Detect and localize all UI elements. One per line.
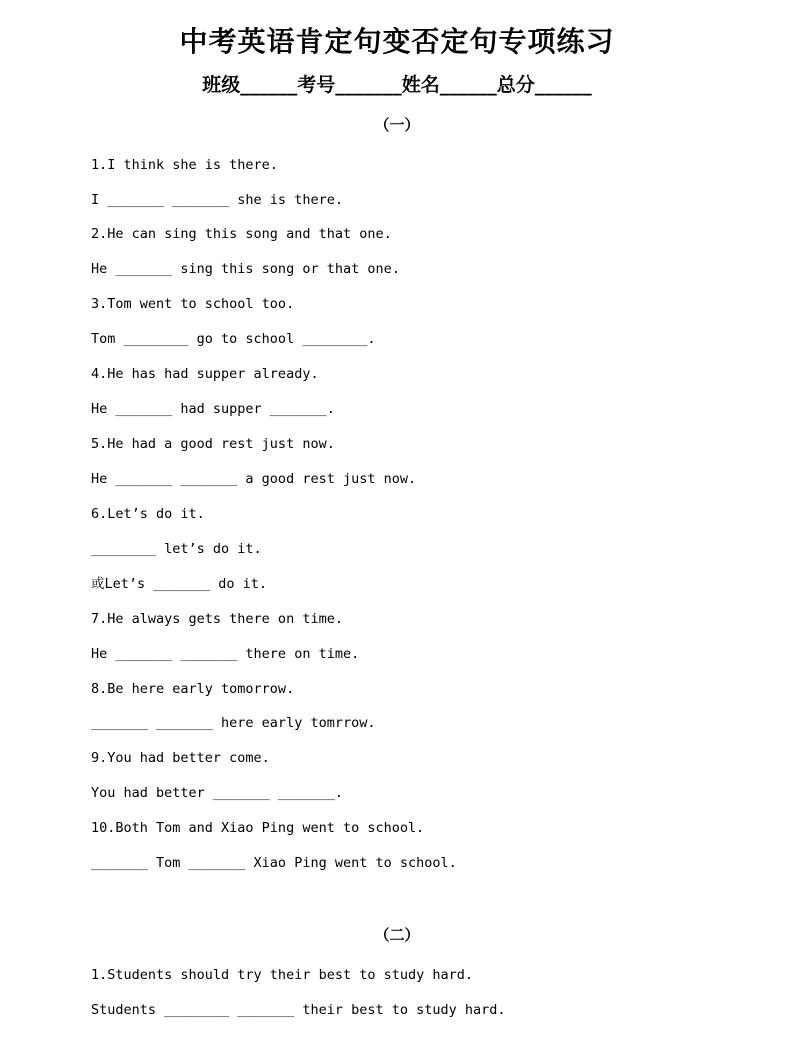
answer-line: I _______ _______ she is there. <box>91 192 343 208</box>
answer-line: He _______ sing this song or that one. <box>91 261 400 277</box>
question-line: 1.Students should try their best to study hard. <box>91 967 474 983</box>
answer-line: He _______ _______ a good rest just now. <box>91 471 417 487</box>
info-line: 班级______考号_______姓名______总分______ <box>202 74 592 96</box>
answer-line: Tom ________ go to school ________. <box>91 331 376 347</box>
answer-line: 或Let’s _______ do it. <box>91 576 268 592</box>
question-line: 6.Let’s do it. <box>91 506 205 522</box>
question-line: 8.Be here early tomorrow. <box>91 681 295 697</box>
question-line: 3.Tom went to school too. <box>91 296 295 312</box>
section-heading: （二） <box>374 926 420 944</box>
answer-line: He _______ _______ there on time. <box>91 646 360 662</box>
question-line: 5.He had a good rest just now. <box>91 436 335 452</box>
answer-line: You had better _______ _______. <box>91 785 343 801</box>
answer-line: _______ Tom _______ Xiao Ping went to school. <box>91 855 457 871</box>
answer-line: ________ let’s do it. <box>91 541 262 557</box>
question-line: 2.He can sing this song and that one. <box>91 226 392 242</box>
question-line: 9.You had better come. <box>91 750 270 766</box>
answer-line: Students ________ _______ their best to study hard. <box>91 1002 506 1018</box>
answer-line: _______ _______ here early tomrrow. <box>91 715 376 731</box>
question-line: 1.I think she is there. <box>91 157 278 173</box>
question-line: 7.He always gets there on time. <box>91 611 343 627</box>
question-line: 10.Both Tom and Xiao Ping went to school. <box>91 820 425 836</box>
question-line: 4.He has had supper already. <box>91 366 319 382</box>
page-title: 中考英语肯定句变否定句专项练习 <box>179 25 615 58</box>
section-heading: （一） <box>374 116 420 134</box>
answer-line: He _______ had supper _______. <box>91 401 335 417</box>
